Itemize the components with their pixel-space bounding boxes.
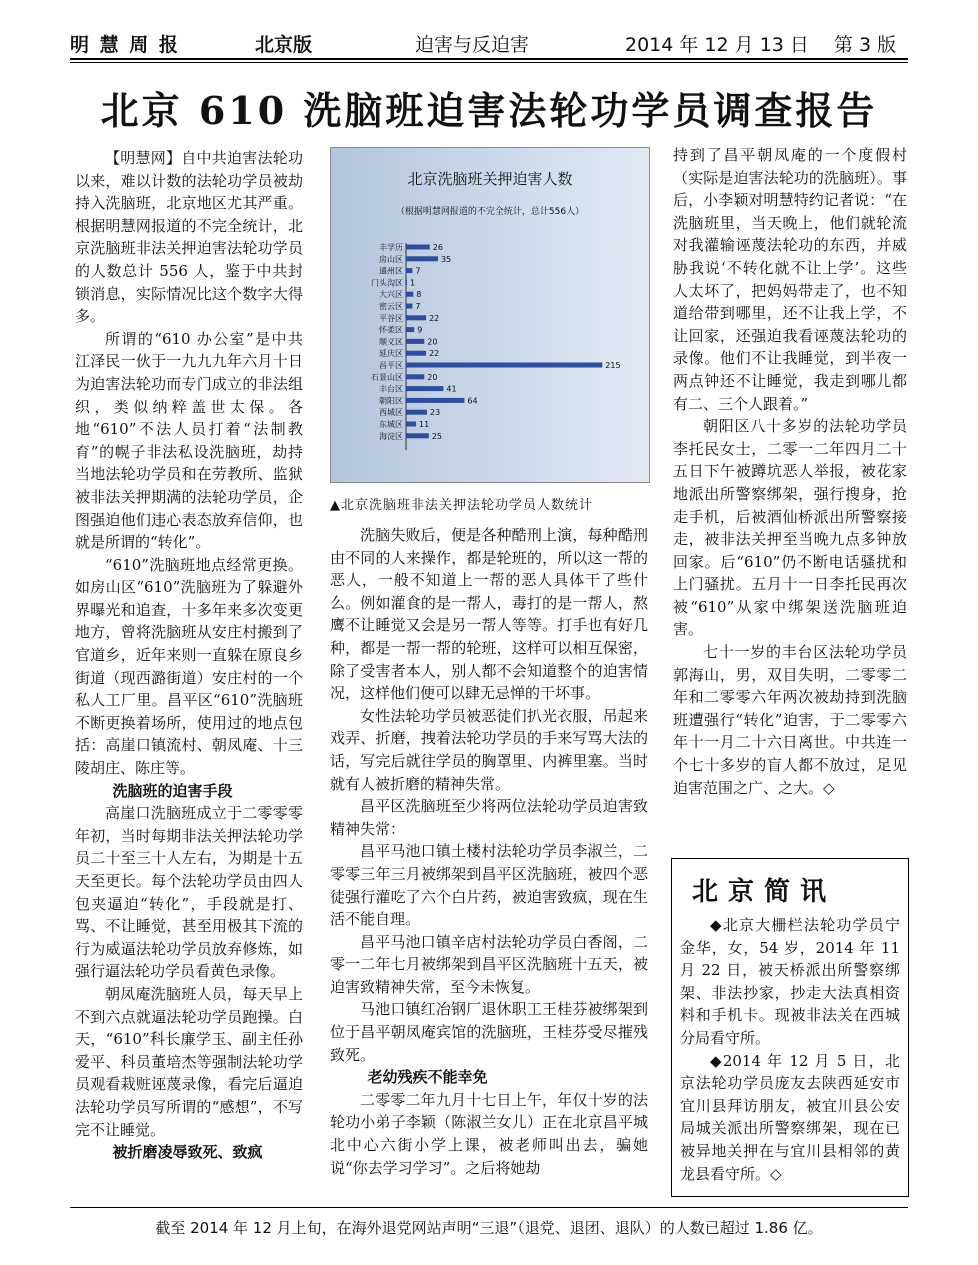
- chart-value-label: 25: [431, 431, 443, 441]
- chart-bar: [406, 245, 430, 250]
- chart-bar: [406, 280, 407, 285]
- article-column-1: [75, 147, 303, 1164]
- news-brief-box: [671, 858, 909, 1197]
- masthead: [70, 30, 908, 56]
- footer-note: 截至 2014 年 12 月上旬，在海外退党网站声明“三退”（退党、退团、退队）的人数已超过 1.86 亿。: [155, 1219, 823, 1237]
- chart-category-label: 朝阳区: [379, 396, 403, 406]
- chart-category-label: 昌平区: [379, 361, 403, 370]
- section-heading: 老幼残疾不能幸免: [367, 1068, 488, 1087]
- section-label: 迫害与反迫害: [415, 34, 530, 56]
- paragraph: 二零零二年九月十七日上午，年仅十岁的法轮功小弟子李颖（陈淑兰女儿）正在北京昌平城北中心六街小学上课，被老师叫出去，骗她说“你去学习学习”。之后将她劫: [330, 1090, 648, 1177]
- chart-category-label: 延庆区: [379, 349, 403, 359]
- news-brief-title: 北京简讯: [692, 877, 837, 907]
- paragraph: 高崖口洗脑班成立于二零零零年初，当时每期非法关押法轮功学员二十至三十人左右，为期是十五天至更长。每个法轮功学员由四人包夹逼迫“转化”，手段就是打、骂、不让睡觉，甚至用极其下流的行为威逼法轮功学员放弃修炼，如强行逼法轮功学员看黄色录像。: [75, 804, 303, 981]
- chart-bar: [406, 256, 438, 261]
- paragraph: 昌平马池口镇辛店村法轮功学员白香阁，二零一二年七月被绑架到昌平区洗脑班十五天，被迫害致精神失常，至今未恢复。: [330, 932, 648, 996]
- chart-category-label: 怀柔区: [379, 325, 403, 335]
- chart-value-label: 26: [432, 243, 443, 252]
- bar-chart: [330, 147, 650, 483]
- bar-chart-svg: [331, 148, 649, 482]
- chart-bar: [406, 410, 427, 415]
- article-column-2: [330, 524, 648, 1179]
- masthead-rule: [70, 58, 908, 60]
- chart-value-label: 11: [419, 420, 430, 429]
- footer-rule: [70, 1207, 908, 1208]
- paragraph: 【明慧网】自中共迫害法轮功以来，难以计数的法轮功学员被劫持入洗脑班，北京地区尤其严重。根据明慧网报道的不完全统计，北京洗脑班非法关押迫害法轮功学员的人数总计 556 人，鉴于中共封锁消息，实际情况比这个数字大得多。: [75, 149, 303, 326]
- chart-value-label: 22: [429, 313, 440, 323]
- chart-category-label: 丰学历: [379, 243, 403, 252]
- chart-bar: [406, 315, 426, 320]
- chart-bar: [406, 268, 412, 273]
- chart-caption: ▲北京洗脑班非法关押法轮功学员人数统计: [330, 498, 593, 513]
- chart-bar: [406, 339, 424, 344]
- chart-value-label: 8: [416, 290, 422, 300]
- chart-category-label: 通州区: [379, 266, 403, 276]
- paragraph: 七十一岁的丰台区法轮功学员郭海山，男，双目失明，二零零二年和二零零六年两次被劫持到洗脑班遭强行“转化”迫害，于二零零六年十一月二十六日离世。中共连一个七十多岁的盲人都不放过，足见迫害范围之广、之大。◇: [673, 643, 907, 797]
- chart-category-label: 石景山区: [371, 372, 403, 382]
- chart-category-label: 大兴区: [379, 290, 403, 300]
- edition-label: 北京版: [255, 34, 313, 56]
- chart-category-label: 东城区: [379, 420, 403, 429]
- article-headline: 北京 610 洗脑班迫害法轮功学员调查报告: [100, 88, 878, 133]
- chart-bar: [406, 422, 416, 427]
- paragraph: 所谓的“610 办公室”是中共江泽民一伙于一九九九年六月十日为迫害法轮功而专门成立的非法组织，类似纳粹盖世太保。各地“610”不法人员打着“法制教育”的幌子非法私设洗脑班，劫持当地法轮功学员和在劳教所、监狱被非法关押期满的法轮功学员，企图强迫他们违心表态放弃信仰，也就是所谓的“转化”。: [75, 329, 303, 552]
- chart-value-label: 23: [430, 408, 441, 418]
- news-brief-item: ◆2014 年 12 月 5 日，北京法轮功学员庞友去陕西延安市宜川县拜访朋友，被宜川县公安局城关派出所警察绑架，现在已被异地关押在与宜川县相邻的黄龙县看守所。◇: [680, 1051, 900, 1183]
- issue-date: 2014 年 12 月 13 日: [625, 34, 809, 56]
- chart-bar: [406, 374, 424, 379]
- chart-value-label: 20: [427, 337, 438, 347]
- chart-category-label: 西城区: [379, 408, 403, 418]
- chart-bar: [406, 351, 426, 356]
- masthead-rule-thin: [70, 62, 908, 63]
- chart-bar: [406, 304, 412, 309]
- chart-bar: [406, 398, 464, 403]
- paragraph: 昌平区洗脑班至少将两位法轮功学员迫害致精神失常：: [330, 797, 648, 838]
- chart-value-label: 22: [429, 349, 440, 359]
- paragraph: 朝凤庵洗脑班人员，每天早上不到六点就逼法轮功学员跑操。白天，“610”科长廉学玉、副主任孙爱平、科员董培杰等强制法轮功学员观看栽赃诬蔑录像，看完后逼迫法轮功学员写所谓的“感想”，不写完不让睡觉。: [75, 984, 303, 1139]
- chart-value-label: 64: [467, 396, 478, 406]
- paragraph: 女性法轮功学员被恶徒们扒光衣服，吊起来戏弄、折磨，拽着法轮功学员的手来写骂大法的话，写完后就往学员的胸罩里、内裤里塞。当时就有人被折磨的精神失常。: [330, 706, 648, 793]
- chart-value-label: 215: [605, 361, 621, 370]
- paragraph: 洗脑失败后，便是各种酷刑上演，每种酷刑由不同的人来操作，都是轮班的，所以这一帮的恶人，一般不知道上一帮的恶人具体干了些什么。例如灌食的是一帮人，毒打的是一帮人，熬鹰不让睡觉又会是另一帮人等等。打手也有好几种，都是一帮一帮的轮班，这样可以相互保密，除了受害者本人，别人都不会知道整个的迫害情况，这样他们便可以肆无忌惮的干坏事。: [330, 526, 648, 703]
- chart-subtitle: （根据明慧网报道的不完全统计，总计556人）: [395, 207, 585, 217]
- chart-value-label: 7: [415, 266, 421, 276]
- chart-value-label: 1: [410, 278, 416, 288]
- paragraph: 朝阳区八十多岁的法轮功学员李托民女士，二零一二年四月二十五日下午被蹲坑恶人举报，被花家地派出所警察绑架，强行搜身，抢走手机，后被酒仙桥派出所警察接走，被非法关押至当晚九点多钟放回家。后“610”仍不断电话骚扰和上门骚扰。五月十一日李托民再次被“610”从家中绑架送洗脑班迫害。: [673, 417, 907, 639]
- chart-bar: [406, 292, 413, 297]
- chart-category-label: 房山区: [379, 254, 403, 264]
- news-brief-item: ◆北京大栅栏法轮功学员宁金华，女，54 岁，2014 年 11 月 22 日，被天桥派出所警察绑架、非法抄家，抄走大法真相资料和手机卡。现被非法关在西城分局看守所。: [680, 916, 900, 1047]
- chart-category-label: 海淀区: [379, 431, 403, 441]
- chart-title: 北京洗脑班关押迫害人数: [407, 170, 573, 188]
- chart-bar: [406, 327, 414, 332]
- chart-value-label: 9: [417, 325, 423, 335]
- chart-category-label: 门头沟区: [371, 278, 403, 288]
- chart-category-label: 平谷区: [379, 313, 403, 323]
- article-column-3: [673, 144, 907, 799]
- chart-value-label: 20: [427, 372, 438, 382]
- chart-value-label: 7: [415, 302, 421, 311]
- section-heading: 洗脑班的迫害手段: [112, 781, 233, 800]
- paragraph: 昌平马池口镇土楼村法轮功学员李淑兰，二零零三年三月被绑架到昌平区洗脑班，被四个恶徒强行灌吃了六个白片药，被迫害致疯，现在生活不能自理。: [330, 842, 648, 929]
- chart-bar: [406, 363, 602, 368]
- chart-value-label: 35: [440, 254, 452, 264]
- paragraph: 持到了昌平朝凤庵的一个度假村（实际是迫害法轮功的洗脑班）。事后，小李颖对明慧特约记者说：“在洗脑班里，当天晚上，他们就轮流对我灌输诬蔑法轮功的东西，并威胁我说‘不转化就不让上学’。这些人太坏了，把妈妈带走了，也不知道给带到哪里，还不让我上学，不让回家，还强迫我看诬蔑法轮功的录像。他们不让我睡觉，到半夜一两点钟还不让睡觉，我走到哪儿都有二、三个人跟着。”: [673, 146, 907, 413]
- section-heading: 被折磨凌辱致死、致疯: [112, 1143, 263, 1162]
- page-number: 第 3 版: [834, 34, 897, 56]
- news-brief-body: [680, 914, 900, 1185]
- chart-category-label: 丰台区: [379, 384, 403, 394]
- chart-bar: [406, 433, 429, 438]
- chart-category-label: 顺义区: [379, 337, 403, 347]
- paragraph: 马池口镇红冶钢厂退休职工王桂芬被绑架到位于昌平朝凤庵宾馆的洗脑班，王桂芬受尽摧残致死。: [330, 1000, 648, 1064]
- chart-value-label: 41: [446, 384, 457, 394]
- paper-name: 明 慧 周 报: [70, 34, 180, 56]
- chart-category-label: 密云区: [379, 302, 403, 311]
- paragraph: “610”洗脑班地点经常更换。如房山区“610”洗脑班为了躲避外界曝光和追查，十多年来多次变更地方，曾将洗脑班从安庄村搬到了官道乡，近年来则一直躲在原良乡街道（现西潞街道）安庄村的一个私人工厂里。昌平区“610”洗脑班不断更换着场所，使用过的地点包括：高崖口镇流村、朝凤庵、十三陵胡庄、陈庄等。: [75, 555, 303, 778]
- chart-bar: [406, 386, 443, 391]
